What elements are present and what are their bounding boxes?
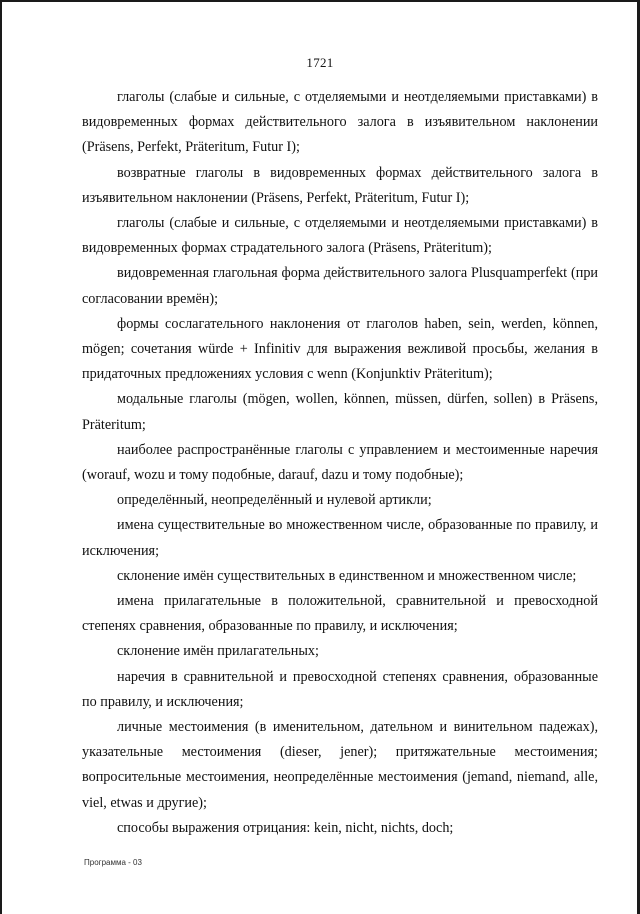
paragraph-noun-plural: имена существительные во множественном числе, образованные по правилу, и исключения; [82, 517, 598, 559]
paragraph-modal-verbs: модальные глаголы (mögen, wollen, können, müssen, dürfen, sollen) в Präsens, Präteritum; [82, 391, 598, 433]
paragraph-articles: определённый, неопределённый и нулевой артикли; [117, 492, 432, 509]
paragraph-konjunktiv: формы сослагательного наклонения от глаголов haben, sein, werden, können, mögen; сочетания würde + Infinitiv для выражения вежливой просьбы, желания в придаточных предложениях условия с wenn (Konjunktiv Präteritum); [82, 315, 598, 383]
page-number: 1721 [306, 55, 334, 70]
paragraph-pronominal-adverbs: наиболее распространённые глаголы с управлением и местоименные наречия (worauf, wozu и тому подобные, darauf, dazu и тому подобные); [82, 441, 598, 484]
page-footer: Программа - 03 [84, 858, 142, 867]
paragraph-pronouns: личные местоимения (в именительном, дательном и винительном падежах), указательные местоимения (dieser, jener); притяжательные местоимения; вопросительные местоимения, неопределённые местоимения (jemand, niemand, alle, viel, etwas и другие); [82, 719, 598, 811]
paragraph-verbs-passive: глаголы (слабые и сильные, с отделяемыми и неотделяемыми приставками) в видовременных формах страдательного залога (Präsens, Präteritum); [82, 215, 598, 257]
paragraph-verbs-active: глаголы (слабые и сильные, с отделяемыми и неотделяемыми приставками) в видовременных формах действительного залога в изъявительном наклонении (Präsens, Perfekt, Präteritum, Futur I); [82, 89, 598, 156]
paragraph-negation: способы выражения отрицания: kein, nicht, nichts, doch; [117, 819, 454, 836]
paragraph-plusquamperfekt: видовременная глагольная форма действительного залога Plusquamperfekt (при согласовании времён); [82, 265, 598, 307]
paragraph-noun-declension: склонение имён существительных в единственном и множественном числе; [117, 567, 577, 584]
scan-edge-top [0, 0, 640, 2]
paragraph-adverb-degrees: наречия в сравнительной и превосходной степенях сравнения, образованные по правилу, и исключения; [82, 668, 598, 710]
document-body [82, 85, 598, 841]
paragraph-reflexive-verbs: возвратные глаголы в видовременных формах действительного залога в изъявительном наклонении (Präsens, Perfekt, Präteritum, Futur I); [82, 164, 598, 206]
paragraph-adjective-declension: склонение имён прилагательных; [117, 643, 319, 660]
paragraph-adjective-degrees: имена прилагательные в положительной, сравнительной и превосходной степенях сравнения, образованные по правилу, и исключения; [82, 593, 598, 635]
scan-edge-left [0, 0, 2, 914]
